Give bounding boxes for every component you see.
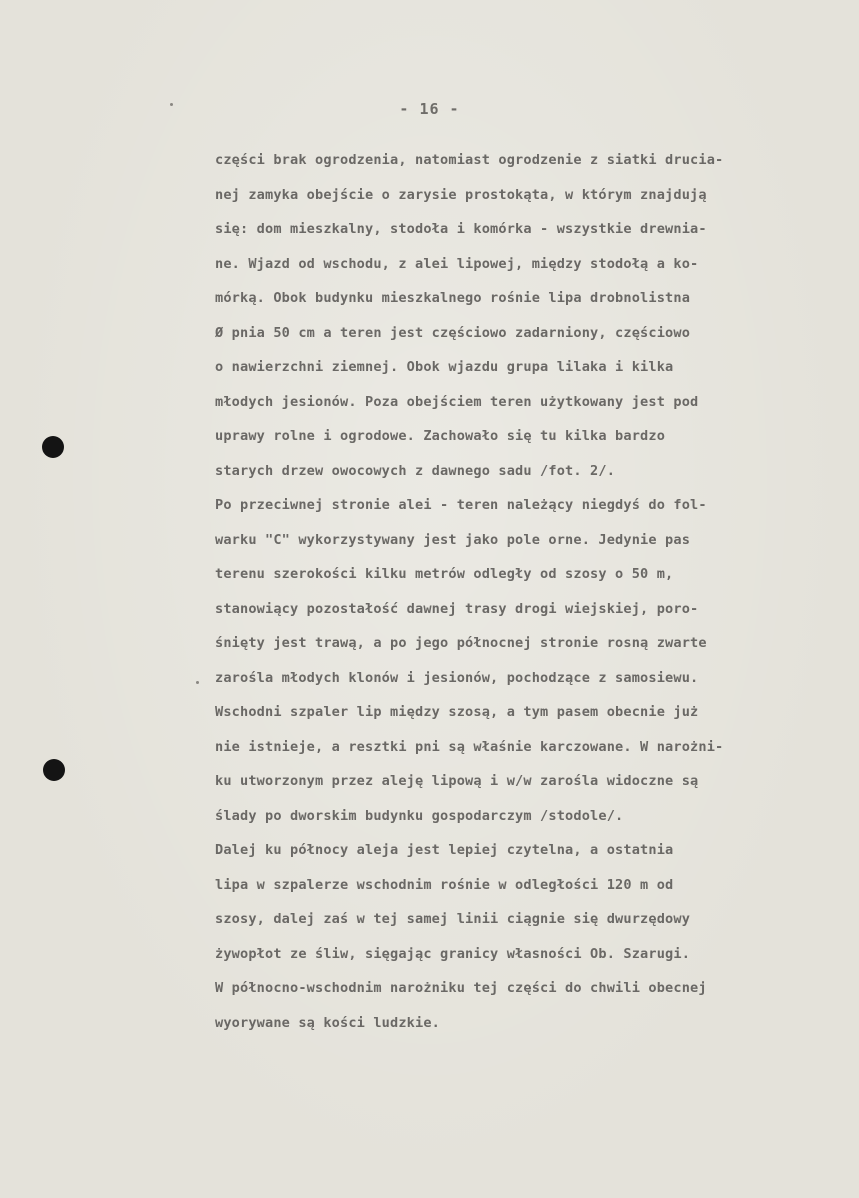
text-line: ślady po dworskim budynku gospodarczym /stodole/. <box>215 807 624 824</box>
text-line: wyorywane są kości ludzkie. <box>215 1014 441 1031</box>
punch-hole-top <box>42 436 64 458</box>
text-line: Ø pnia 50 cm a teren jest częściowo zadarniony, częściowo <box>215 324 691 341</box>
text-line: żywopłot ze śliw, sięgając granicy własności Ob. Szarugi. <box>215 945 691 962</box>
text-line: nie istnieje, a resztki pni są właśnie karczowane. W narożni- <box>215 738 724 755</box>
text-line: zarośla młodych klonów i jesionów, pochodzące z samosiewu. <box>215 669 699 686</box>
text-line: części brak ogrodzenia, natomiast ogrodzenie z siatki druciа- <box>215 152 724 168</box>
text-line: śnięty jest trawą, a po jego północnej stronie rosną zwarte <box>215 635 707 651</box>
text-line: starych drzew owocowych z dawnego sadu /fot. 2/. <box>215 462 616 479</box>
text-line: lipa w szpalerze wschodnim rośnie w odległości 120 m od <box>215 876 674 893</box>
text-line: nej zamyka obejście o zarysie prostokąta, w którym znajdują <box>215 186 707 203</box>
text-line: Po przeciwnej stronie alei - teren należący niegdyś do fol- <box>215 497 707 513</box>
text-line: terenu szerokości kilku metrów odległy od szosy o 50 m, <box>215 566 674 582</box>
text-line: W północno-wschodnim narożniku tej części do chwili obecnej <box>215 980 707 996</box>
text-line: mórką. Obok budynku mieszkalnego rośnie lipa drobnolistna <box>215 290 691 306</box>
text-line: szosy, dalej zaś w tej samej linii ciągnie się dwurzędowy <box>215 911 691 927</box>
text-line: o nawierzchni ziemnej. Obok wjazdu grupa lilaka i kilka <box>215 359 674 375</box>
body-text <box>215 150 845 1047</box>
text-line: się: dom mieszkalny, stodoła i komórka - wszystkie drewnia- <box>215 221 707 237</box>
text-line: stanowiący pozostałość dawnej trasy drogi wiejskiej, poro- <box>215 600 699 617</box>
page-number: - 16 - <box>399 100 460 118</box>
text-line: ku utworzonym przez aleję lipową i w/w zarośla widoczne są <box>215 773 699 789</box>
text-line: Wschodni szpaler lip między szosą, a tym pasem obecnie już <box>215 704 699 720</box>
paper-speck <box>196 681 199 684</box>
text-line: warku "C" wykorzystywany jest jako pole orne. Jedynie pas <box>215 531 691 548</box>
text-line: młodych jesionów. Poza obejściem teren użytkowany jest pod <box>215 393 699 410</box>
text-line: uprawy rolne i ogrodowe. Zachowało się tu kilka bardzo <box>215 428 666 444</box>
punch-hole-bottom <box>43 759 65 781</box>
paper-speck <box>170 103 173 106</box>
text-line: ne. Wjazd od wschodu, z alei lipowej, między stodołą a ko- <box>215 255 699 272</box>
text-line: Dalej ku północy aleja jest lepiej czytelna, a ostatnia <box>215 842 674 858</box>
